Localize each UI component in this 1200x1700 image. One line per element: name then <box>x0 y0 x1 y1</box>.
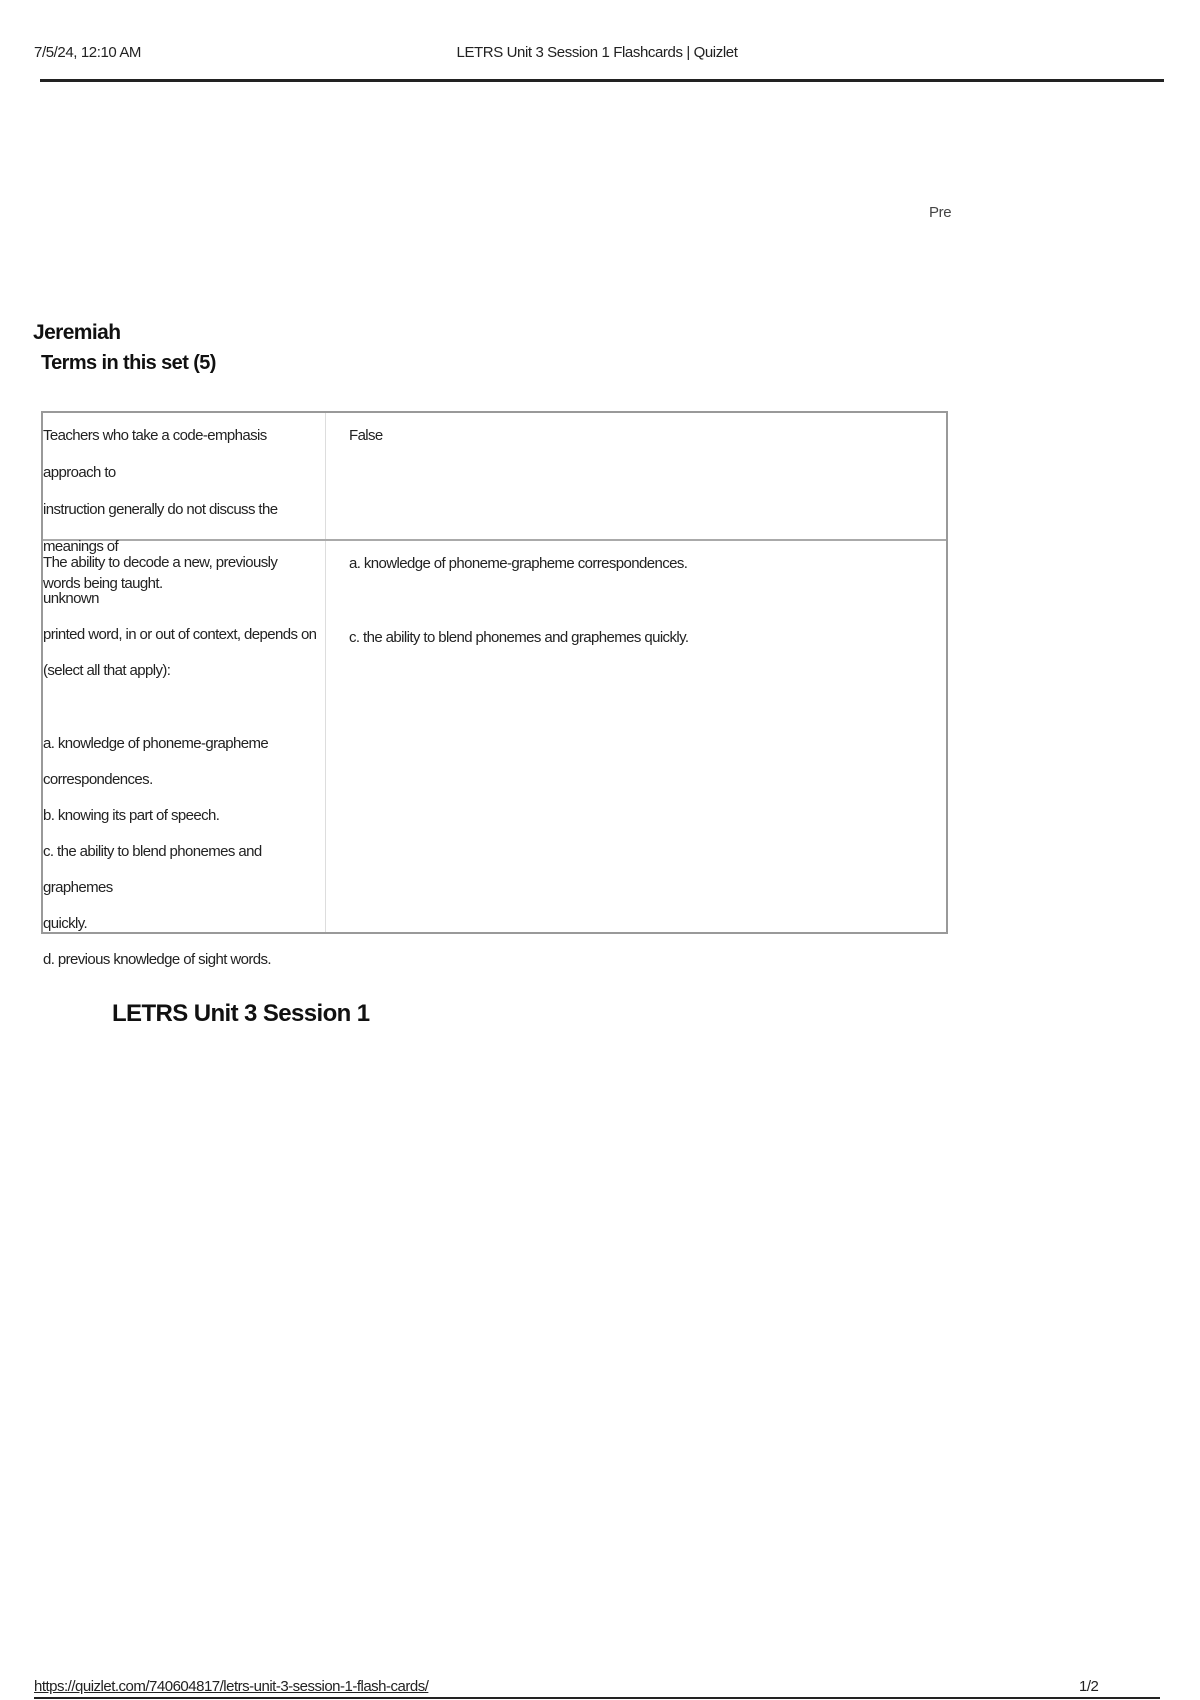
term-text-line: c. the ability to blend phonemes and graphemes <box>43 843 262 896</box>
header-divider <box>40 79 1164 82</box>
term-text-line: a. knowledge of phoneme-grapheme <box>43 735 269 752</box>
term-text-line: printed word, in or out of context, depends on <box>43 626 317 643</box>
term-text-line: Teachers who take a code-emphasis approach to <box>43 427 267 481</box>
term-cell <box>43 541 326 968</box>
definition-text-line: c. the ability to blend phonemes and graphemes quickly. <box>349 629 689 646</box>
definition-text-spacer <box>349 582 936 619</box>
term-text-line: correspondences. <box>43 771 153 788</box>
print-date: 7/5/24, 12:10 AM <box>34 44 142 61</box>
term-text-line: The ability to decode a new, previously unknown <box>43 554 278 607</box>
term-text-line: words being taught. <box>43 575 163 592</box>
print-document-title: LETRS Unit 3 Session 1 Flashcards | Quizlet <box>456 44 738 61</box>
preview-label: Pre <box>929 204 952 221</box>
term-text-line: b. knowing its part of speech. <box>43 807 220 824</box>
set-title: LETRS Unit 3 Session 1 <box>112 1000 370 1027</box>
term-text-line: d. previous knowledge of sight words. <box>43 951 271 968</box>
definition-cell <box>326 541 946 932</box>
definition-text-line: a. knowledge of phoneme-grapheme correspondences. <box>349 555 688 572</box>
print-header <box>34 44 1160 80</box>
term-text-spacer <box>43 689 321 726</box>
definition-cell <box>326 413 946 539</box>
page-url-link[interactable]: https://quizlet.com/740604817/letrs-unit-3-session-1-flash-cards/ <box>34 1678 429 1695</box>
author-name[interactable]: Jeremiah <box>33 321 121 344</box>
definition-text-line: False <box>349 427 383 444</box>
terms-table <box>41 411 948 968</box>
terms-heading: Terms in this set (5) <box>41 352 216 374</box>
footer-divider <box>34 1697 1160 1699</box>
term-text-line: (select all that apply): <box>43 662 171 679</box>
page-number: 1/2 <box>1079 1678 1099 1695</box>
term-text-line: instruction generally do not discuss the meanings of <box>43 501 278 555</box>
term-text-line: quickly. <box>43 915 88 932</box>
term-row <box>43 541 946 968</box>
